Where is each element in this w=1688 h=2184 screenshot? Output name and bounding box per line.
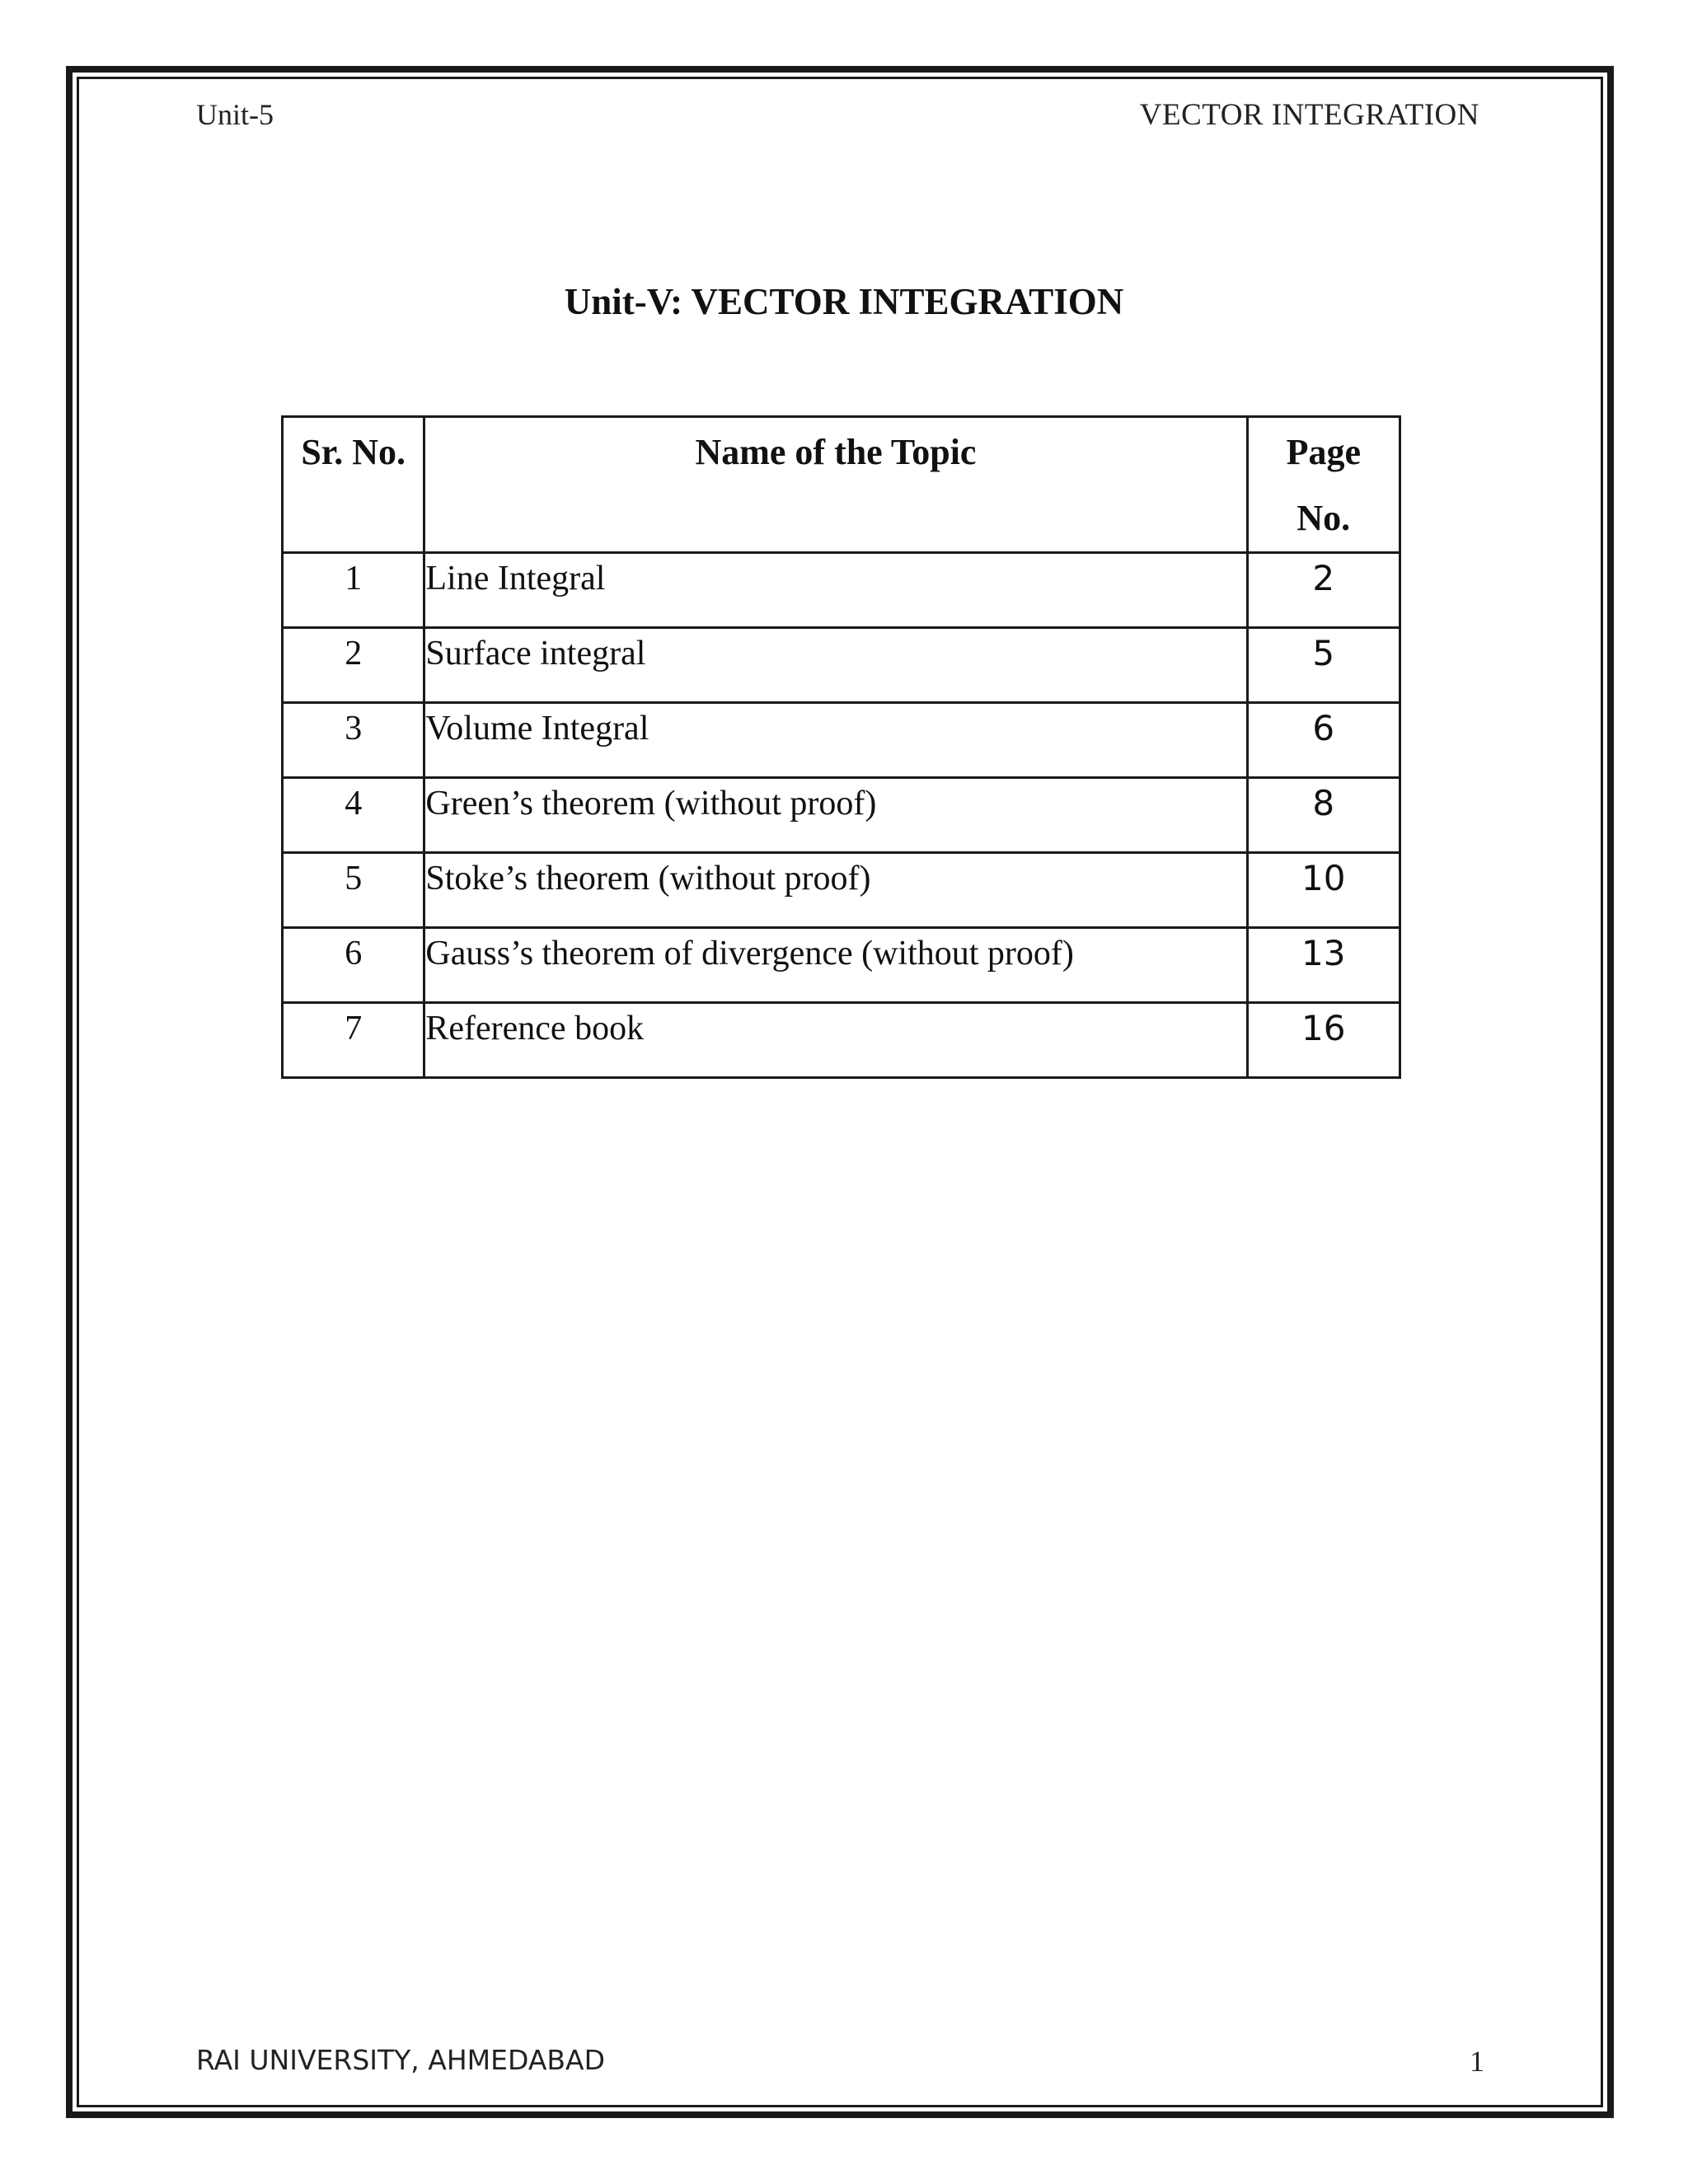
row-page-no: 6 <box>1247 703 1400 778</box>
header-topic: Name of the Topic <box>424 417 1247 553</box>
row-topic: Reference book <box>424 1003 1247 1078</box>
row-topic: Surface integral <box>424 628 1247 703</box>
row-topic: Green’s theorem (without proof) <box>424 778 1247 853</box>
table-row <box>283 703 1400 778</box>
row-sr-no: 2 <box>283 628 424 703</box>
table-row <box>283 1003 1400 1078</box>
header-page-no <box>1247 417 1400 553</box>
page-border-inner <box>77 77 1603 2107</box>
table-row <box>283 778 1400 853</box>
footer-university-name: RAI UNIVERSITY, AHMEDABAD <box>196 2044 606 2076</box>
row-page-no: 2 <box>1247 553 1400 628</box>
row-topic: Gauss’s theorem of divergence (without proof) <box>424 928 1247 1003</box>
row-page-no: 5 <box>1247 628 1400 703</box>
table-row <box>283 853 1400 928</box>
header-page-line2: No. <box>1296 498 1351 538</box>
header-subject-label: VECTOR INTEGRATION <box>1139 98 1479 132</box>
table-row <box>283 553 1400 628</box>
table-row <box>283 628 1400 703</box>
row-sr-no: 3 <box>283 703 424 778</box>
row-topic: Stoke’s theorem (without proof) <box>424 853 1247 928</box>
row-topic: Line Integral <box>424 553 1247 628</box>
row-sr-no: 1 <box>283 553 424 628</box>
contents-table <box>281 415 1401 1079</box>
row-sr-no: 4 <box>283 778 424 853</box>
table-row <box>283 928 1400 1003</box>
row-sr-no: 7 <box>283 1003 424 1078</box>
page-title: Unit-V: VECTOR INTEGRATION <box>564 281 1124 322</box>
table-header-row <box>283 417 1400 553</box>
row-sr-no: 6 <box>283 928 424 1003</box>
header-sr-no: Sr. No. <box>283 417 424 553</box>
row-page-no: 8 <box>1247 778 1400 853</box>
header-page-line1: Page <box>1286 432 1361 472</box>
row-sr-no: 5 <box>283 853 424 928</box>
header-unit-label: Unit-5 <box>196 98 274 131</box>
row-page-no: 10 <box>1247 853 1400 928</box>
footer-page-number: 1 <box>1470 2045 1484 2078</box>
row-page-no: 16 <box>1247 1003 1400 1078</box>
row-topic: Volume Integral <box>424 703 1247 778</box>
row-page-no: 13 <box>1247 928 1400 1003</box>
